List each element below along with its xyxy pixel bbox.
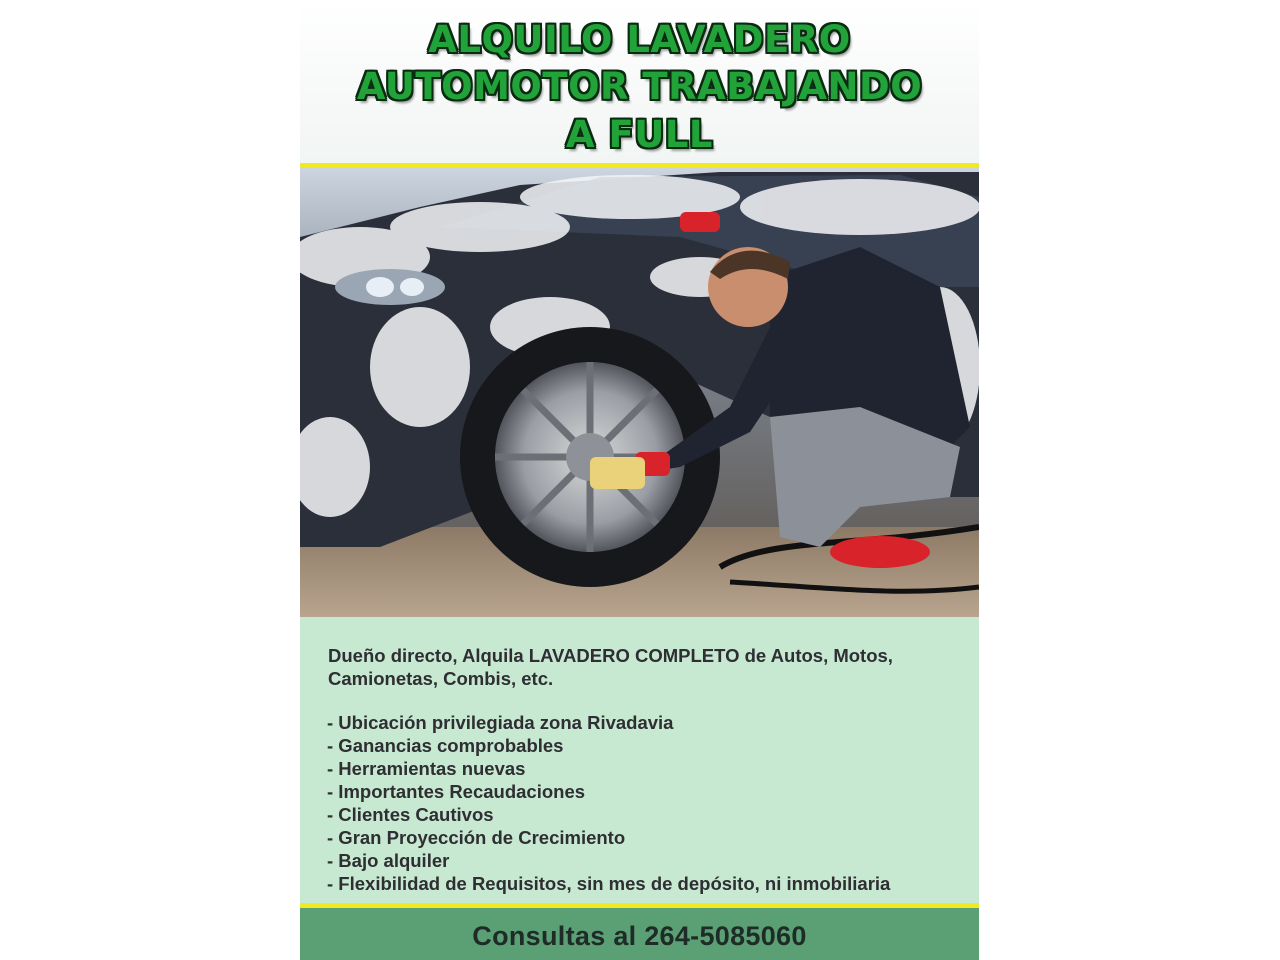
contact-phone-text: Consultas al 264-5085060: [472, 921, 807, 951]
title-line-2: AUTOMOTOR TRABAJANDO: [356, 65, 923, 108]
feature-item: - Ubicación privilegiada zona Rivadavia: [327, 712, 674, 733]
feature-list: [327, 711, 972, 895]
feature-item: - Importantes Recaudaciones: [327, 781, 586, 802]
title-block: [300, 0, 979, 163]
info-panel: [300, 617, 979, 903]
intro-text: Dueño directo, Alquila LAVADERO COMPLETO de Autos, Motos, Camionetas, Combis, etc.: [328, 645, 893, 689]
feature-item: - Gran Proyección de Crecimiento: [327, 827, 626, 848]
flyer: [300, 0, 979, 960]
title-line-3: A FULL: [566, 113, 713, 156]
car-wash-illustration: [300, 167, 979, 617]
feature-item: - Clientes Cautivos: [327, 804, 494, 825]
feature-item: - Bajo alquiler: [327, 850, 450, 871]
contact-footer: [300, 908, 979, 960]
car-wash-photo: [300, 167, 979, 617]
feature-item: - Herramientas nuevas: [327, 758, 526, 779]
title-line-1: ALQUILO LAVADERO: [428, 18, 851, 61]
feature-item: - Flexibilidad de Requisitos, sin mes de depósito, ni inmobiliaria: [327, 873, 891, 894]
feature-item: - Ganancias comprobables: [327, 735, 564, 756]
